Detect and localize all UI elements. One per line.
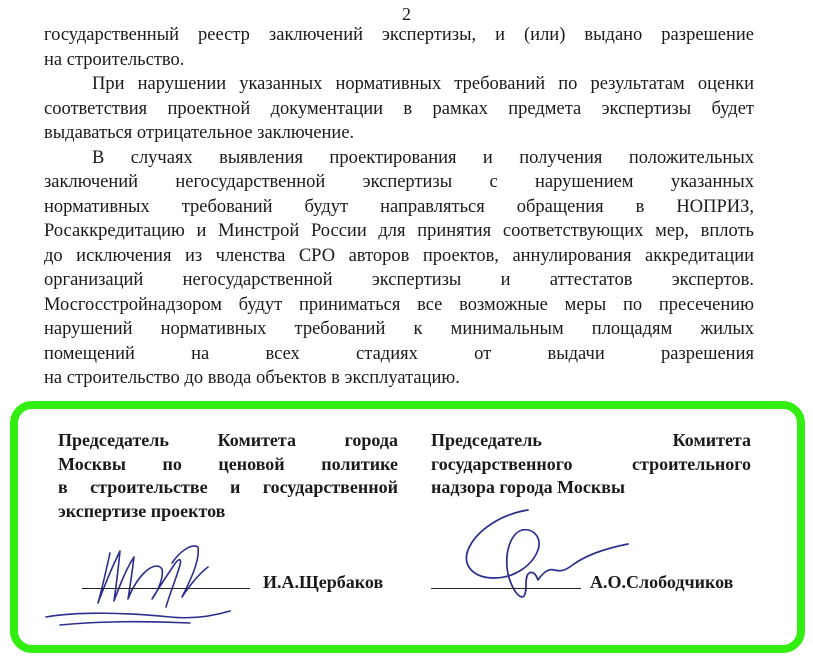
paragraph (44, 146, 754, 391)
right-signature-line (431, 588, 581, 589)
title-line: Москвы по ценовой политике (58, 453, 398, 474)
signature-block-highlight (10, 401, 805, 653)
left-signature-line (82, 588, 250, 589)
page-number: 2 (402, 4, 411, 24)
text-line: Росаккредитацию и Минстрой России для принятия соответствующих мер, вплоть (44, 221, 754, 241)
title-line: Председатель Комитета города (58, 430, 398, 450)
left-signatory-title (58, 429, 398, 523)
body-text (44, 23, 754, 391)
paragraph (44, 72, 754, 146)
title-line: надзора города Москвы (431, 477, 626, 497)
right-signatory-name: А.О.Слободчиков (590, 572, 734, 592)
text-line: соответствия проектной документации в рамках предмета экспертизы будет (44, 98, 754, 119)
paragraph (44, 23, 754, 72)
text-line: выдаваться отрицательное заключение. (44, 123, 355, 143)
right-signature (458, 504, 638, 614)
text-line: государственный реестр заключений экспертизы, и (или) выдано разрешение (44, 25, 754, 45)
right-signatory-title (431, 429, 751, 500)
text-line: нормативных требований будут направляться обращения в НОПРИЗ, (44, 196, 754, 217)
left-signature (40, 521, 260, 631)
title-line: в строительстве и государственной (58, 477, 398, 497)
text-line: организаций негосударственной экспертизы и аттестатов экспертов. (44, 270, 754, 290)
text-line: При нарушении указанных нормативных требований по результатам оценки (92, 74, 754, 94)
title-line: государственного строительного (431, 453, 751, 474)
left-signatory-name: И.А.Щербаков (263, 572, 384, 592)
text-line: до исключения из членства СРО авторов проектов, аннулирования аккредитации (44, 245, 754, 266)
text-line: заключений негосударственной экспертизы с нарушением указанных (44, 172, 754, 192)
text-line: В случаях выявления проектирования и получения положительных (92, 147, 754, 168)
text-line: нарушений нормативных требований к минимальным площадям жилых (44, 319, 754, 339)
text-line: помещений на всех стадиях от выдачи разрешения (44, 343, 754, 364)
text-line: Мосгосстройнадзором будут приниматься все возможные меры по пресечению (44, 294, 754, 315)
title-line: Председатель Комитета (431, 430, 751, 450)
text-line: на строительство. (44, 49, 185, 70)
text-line: на строительство до ввода объектов в эксплуатацию. (44, 368, 460, 388)
title-line: экспертизе проектов (58, 500, 226, 521)
